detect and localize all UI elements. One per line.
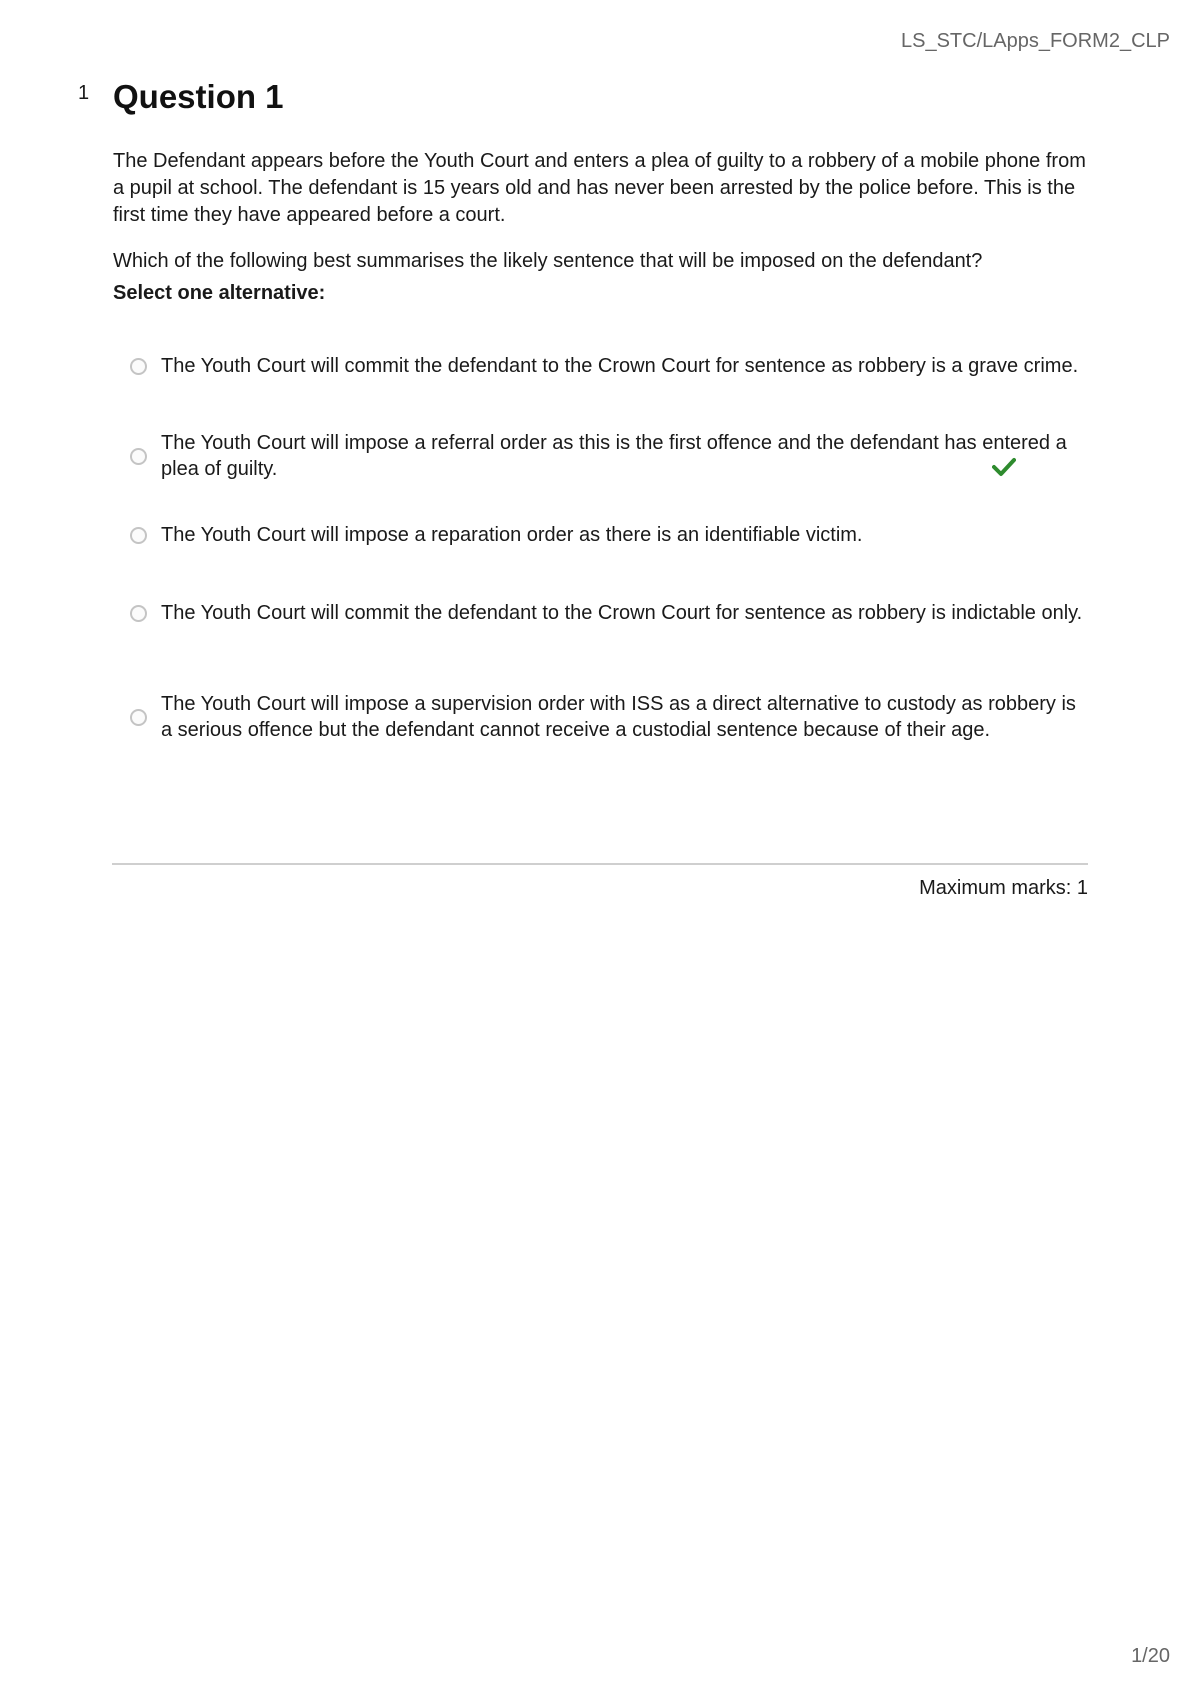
option-label: The Youth Court will impose a referral order as this is the first offence and the defendant has entered a plea of guilty. — [161, 432, 1067, 480]
select-instruction: Select one alternative: — [113, 282, 326, 304]
question-body — [113, 148, 1088, 307]
checkmark-icon — [992, 457, 1016, 477]
document-code: LS_STC/LApps_FORM2_CLP — [900, 30, 1170, 52]
question-prompt: Which of the following best summarises the likely sentence that will be imposed on the defendant? — [113, 250, 983, 272]
radio-empty-icon[interactable] — [130, 605, 147, 622]
option-label: The Youth Court will commit the defendant to the Crown Court for sentence as robbery is a grave crime. — [161, 355, 1079, 377]
option-3[interactable] — [130, 522, 1090, 548]
radio-empty-icon[interactable] — [130, 448, 147, 465]
question-scenario: The Defendant appears before the Youth Court and enters a plea of guilty to a robbery of a mobile phone from a pupil at school. The defendant is 15 years old and has never been arrested by the police before. This is the first time they have appeared before a court. — [113, 150, 1086, 226]
page-indicator: 1/20 — [1131, 1645, 1170, 1667]
radio-empty-icon[interactable] — [130, 527, 147, 544]
question-title: Question 1 — [113, 78, 284, 115]
option-4[interactable] — [130, 587, 1090, 639]
radio-empty-icon[interactable] — [130, 358, 147, 375]
option-1[interactable] — [130, 340, 1090, 392]
option-5[interactable] — [130, 678, 1090, 756]
question-number: 1 — [78, 82, 90, 104]
answer-options — [130, 340, 1090, 756]
option-label: The Youth Court will impose a supervision order with ISS as a direct alternative to custody as robbery is a serious offence but the defendant cannot receive a custodial sentence because of their age. — [161, 693, 1076, 741]
option-2[interactable] — [130, 430, 1090, 482]
divider — [112, 863, 1088, 865]
maximum-marks: Maximum marks: 1 — [919, 877, 1088, 899]
option-label: The Youth Court will commit the defendant to the Crown Court for sentence as robbery is indictable only. — [161, 602, 1083, 624]
radio-empty-icon[interactable] — [130, 709, 147, 726]
option-label: The Youth Court will impose a reparation order as there is an identifiable victim. — [161, 524, 863, 546]
